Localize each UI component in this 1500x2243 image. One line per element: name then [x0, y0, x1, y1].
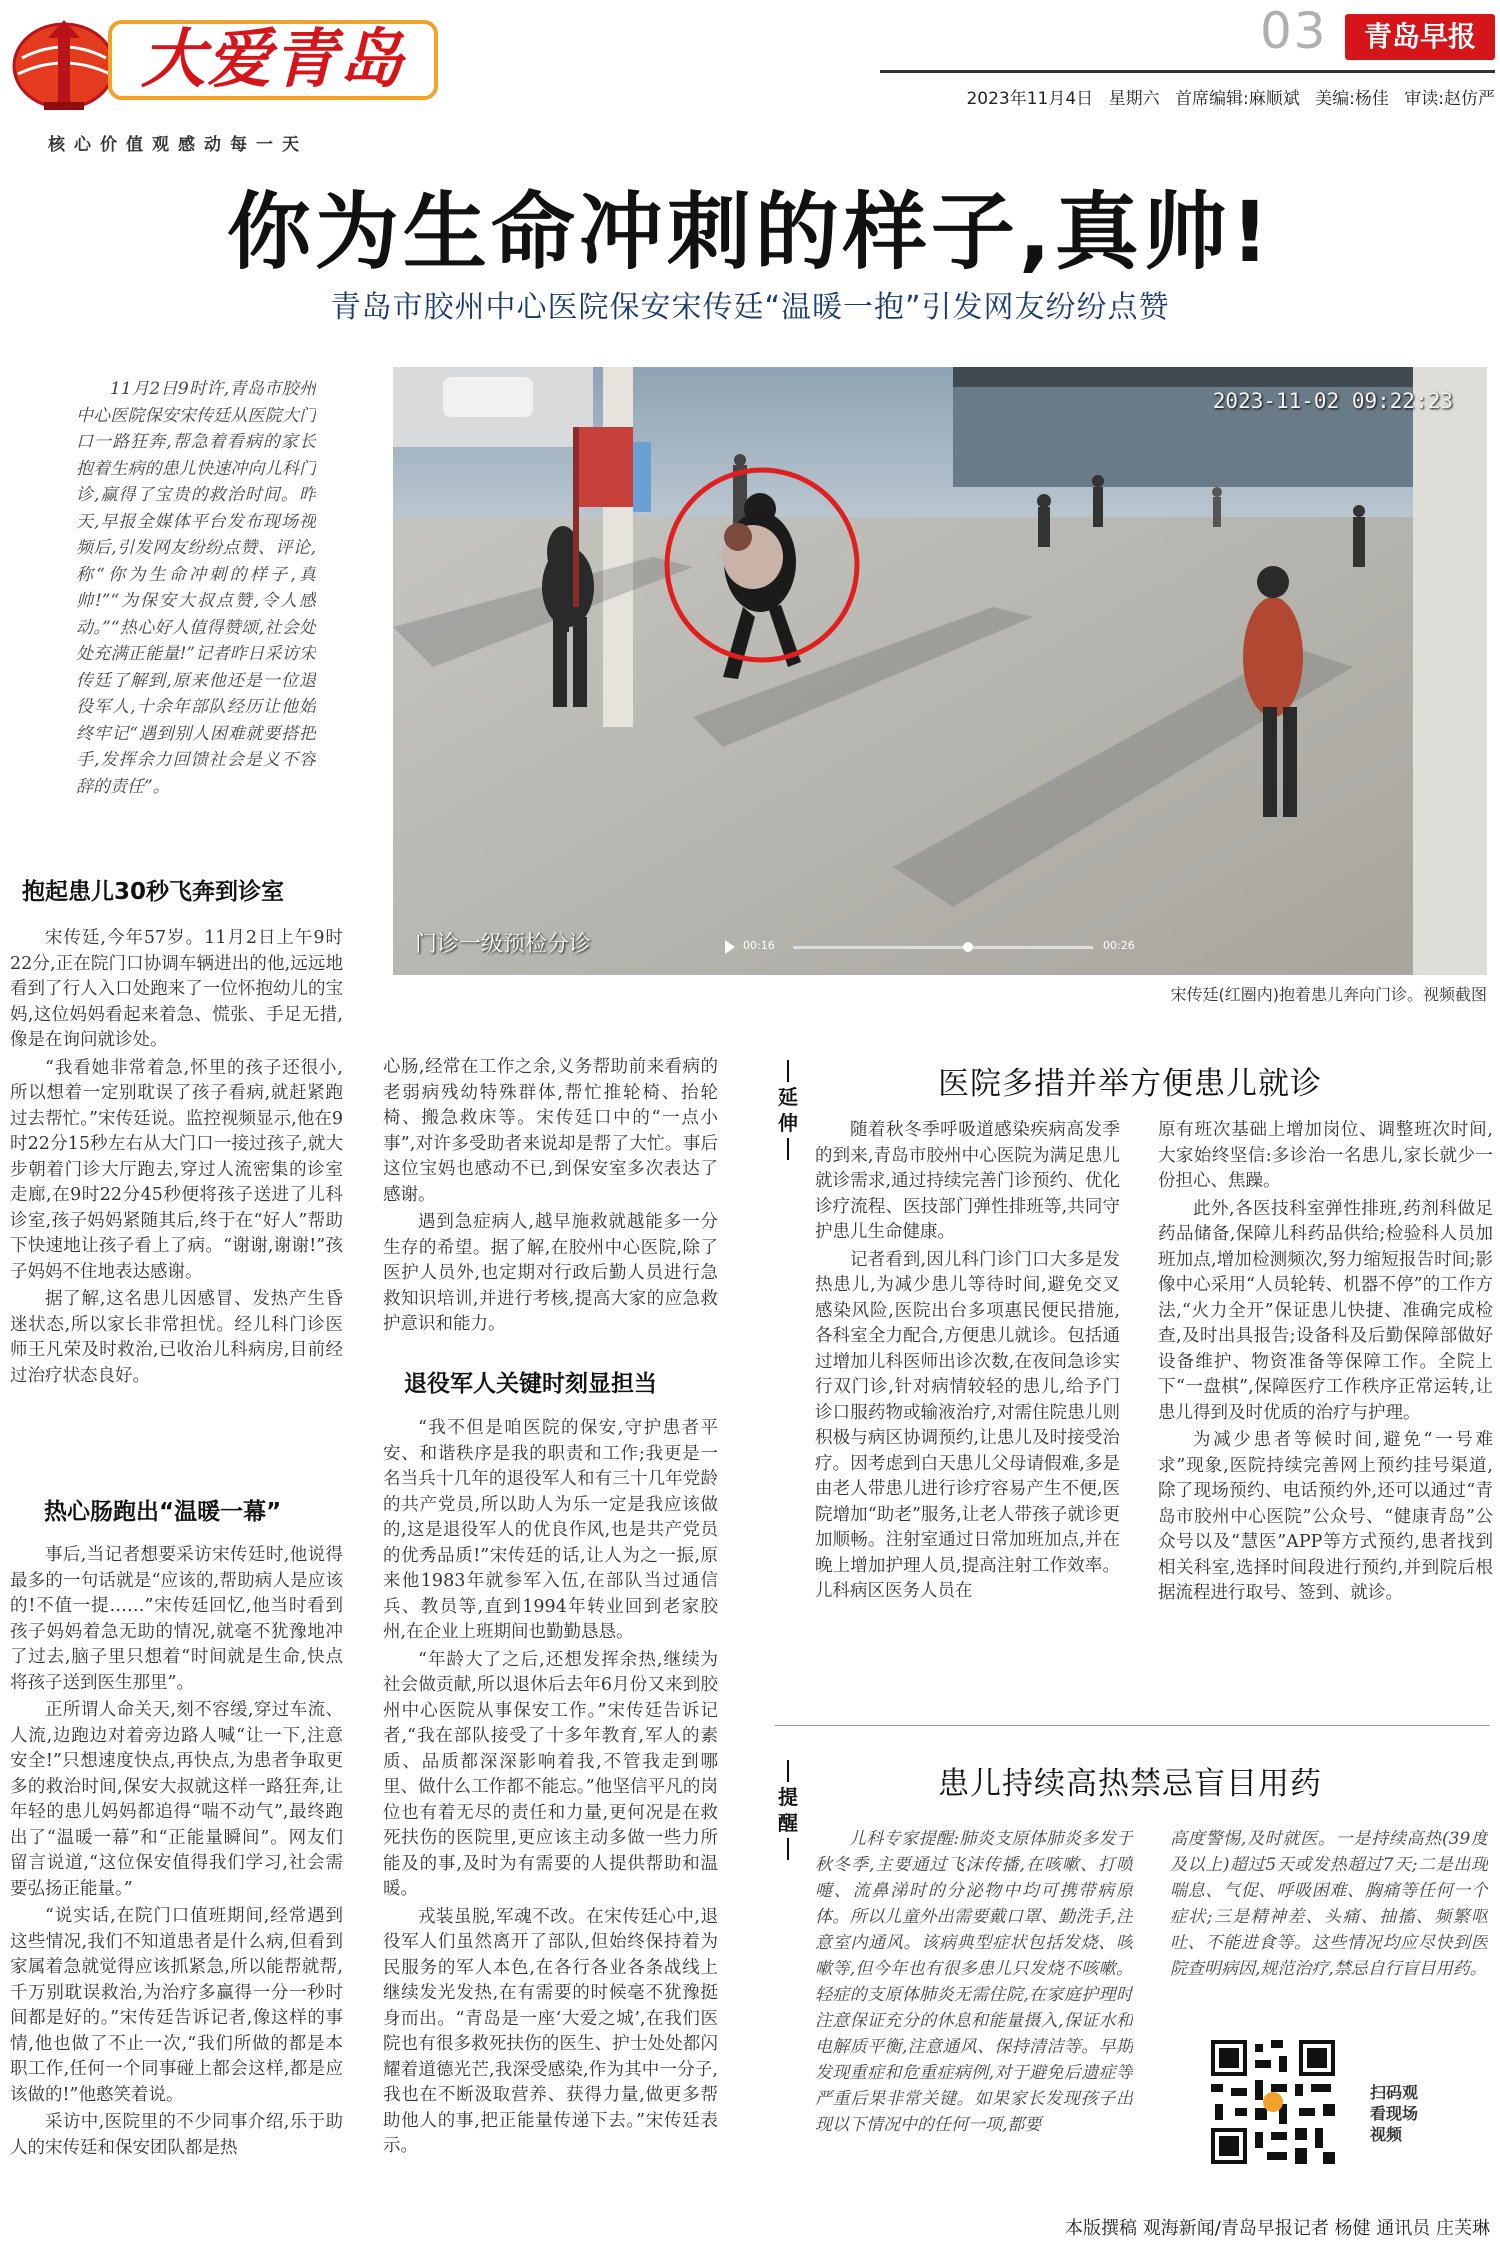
qr-code-label: 扫码观看现场视频	[1370, 2083, 1419, 2144]
section1-paragraph: “我看她非常着急,怀里的孩子还很小,所以想着一定别耽误了孩子看病,就赶紧跑过去帮忙。”宋传廷说。监控视频显示,他在9时22分15秒左右从大门口一接过孩子,就大步朝着门诊大厅跑去,穿过人流密集的诊室走廊,在9时22分45秒便将孩子送进了儿科诊室,孩子妈妈紧随其后,终于在“好人”帮助下快速地让孩子看上了病。“谢谢,谢谢!”孩子妈妈不住地表达感谢。	[10, 1057, 343, 1282]
extension-paragraph: 此外,各医技科室弹性排班,药剂科做足药品储备,保障儿科药品供给;检验科人员加班加点,增加检测频次,努力缩短报告时间;影像中心采用“人员轮转、机器不停”的工作方法,“火力全开”保证患儿快捷、准确完成检查,及时出具报告;设备科及后勤保障部做好设备维护、物资准备等保障工作。全院上下“一盘棋”,保障医疗工作秩序正常运转,让患儿得到及时优质的治疗与护理。	[1158, 1198, 1493, 1423]
masthead-rule	[880, 70, 1495, 73]
cctv-photo	[393, 367, 1487, 975]
lead-text: 11月2日9时许,青岛市胶州中心医院保安宋传廷从医院大门口一路狂奔,帮急着看病的家长抱着生病的患儿快速冲向儿科门诊,赢得了宝贵的救治时间。昨天,早报全媒体平台发布现场视频后,引发网友纷纷点赞、评论,称“你为生命冲刺的样子,真帅!”“为保安大叔点赞,令人感动。”“热心好人值得赞颂,社会处处充满正能量!”记者昨日采访宋传廷了解到,原来他还是一位退役军人,十余年部队经历让他始终牢记“遇到别人困难就要搭把手,发挥余力回馈社会是义不容辞的责任”。	[76, 379, 316, 796]
hospital-courtyard-image	[393, 367, 1487, 975]
extension-paragraph: 随着秋冬季呼吸道感染疾病高发季的到来,青岛市胶州中心医院为满足患儿就诊需求,通过持续完善门诊预约、优化诊疗流程、医技部门弹性排班等,共同守护患儿生命健康。	[815, 1120, 1120, 1242]
player-progress-track	[793, 946, 1093, 949]
player-total-time: 00:26	[1103, 939, 1135, 952]
extension-paragraph: 记者看到,因儿科门诊门口大多是发热患儿,为减少患儿等待时间,避免交叉感染风险,医院出台多项惠民便民措施,各科室全力配合,方便患儿就诊。包括通过增加儿科医师出诊次数,在夜间急诊实行双门诊,针对病情较轻的患儿,给予门诊口服药物或输液治疗,对需住院患儿则积极与病区协调预约,让患儿及时接受治疗。因考虑到白天患儿父母请假难,多是由老人带患儿进行诊疗容易产生不便,医院增加“助老”服务,让老人带孩子就诊更加顺畅。注射室通过日常加班加点,并在晚上增加护理人员,提高注射工作效率。儿科病区医务人员在	[815, 1249, 1120, 1601]
player-current-time: 00:16	[743, 939, 775, 952]
tag-bar	[787, 1838, 789, 1860]
video-player-bar	[723, 937, 1153, 957]
section-logo	[8, 8, 438, 155]
col3-paragraph: 遇到急症病人,越早施救就越能多一分生存的希望。据了解,在胶州中心医院,除了医护人员外,也定期对行政后勤人员进行急救知识培训,并进行考核,提高大家的应急救护意识和能力。	[383, 1212, 718, 1334]
col3-paragraph: 心肠,经常在工作之余,义务帮助前来看病的老弱病残幼特殊群体,帮忙推轮椅、抬轮椅、搬急救床等。宋传廷口中的“一点小事”,对许多受助者来说却是帮了大忙。事后这位宝妈也感动不已,到保安室多次表达了感谢。	[383, 1057, 718, 1205]
subheadline: 青岛市胶州中心医院保安宋传廷“温暖一抱”引发网友纷纷点赞	[330, 290, 1170, 325]
chief-editor: 首席编辑:麻顺斌	[1174, 89, 1300, 109]
reminder-tag-text: 提醒	[778, 1785, 798, 1835]
extension-paragraph: 为减少患者等候时间,避免“一号难求”现象,医院持续完善网上预约挂号渠道,除了现场预约、电话预约外,还可以通过“青岛市胶州中心医院”公众号、“健康青岛”公众号以及“慧医”APP等方式预约,患者找到相关科室,选择时间段进行预约,并到院后根据流程进行取号、签到、就诊。	[1158, 1430, 1493, 1603]
col3-section-title: 退役军人关键时刻显担当	[404, 1371, 657, 1397]
section2-paragraph: 事后,当记者想要采访宋传廷时,他说得最多的一句话就是“应该的,帮助病人是应该的!不值一提……”宋传廷回忆,他当时看到孩子妈妈着急无助的情况,就毫不犹豫地冲了过去,脑子里只想着“时间就是生命,快点将孩子送到医生那里”。	[10, 1545, 343, 1693]
extension-tag-text: 延伸	[778, 1085, 798, 1135]
col3-paragraph: “年龄大了之后,还想发挥余热,继续为社会做贡献,所以退休后去年6月份又来到胶州中心医院从事保安工作。”宋传廷告诉记者,“我在部队接受了十多年教育,军人的素质、品质都深深影响着我,不管我走到哪里、做什么工作都不能忘。”他坚信平凡的岗位也有着无尽的责任和力量,更何况是在救死扶伤的医院里,更应该主动多做一些力所能及的事,及时为有需要的人提供帮助和温暖。	[383, 1649, 718, 1899]
extension-paragraph: 原有班次基础上增加岗位、调整班次时间,大家始终坚信:多诊治一名患儿,家长就少一份担心、焦躁。	[1158, 1120, 1493, 1191]
section2-body	[10, 1543, 343, 2233]
main-headline: 你为生命冲刺的样子,真帅!	[226, 183, 1274, 281]
section2-paragraph: 采访中,医院里的不少同事介绍,乐于助人的宋传廷和保安团队都是热	[10, 2112, 343, 2158]
photo-caption: 宋传廷(红圈内)抱着患儿奔向门诊。视频截图	[1170, 985, 1487, 1004]
section2-paragraph: “说实话,在院门口值班期间,经常遇到这些情况,我们不知道患者是什么病,但看到家属着急就觉得应该抓紧急,所以能帮就帮,千万别耽误救治,为治疗多赢得一分一秒时间都是好的。”宋传廷告诉记者,像这样的事情,他也做了不止一次,“我们所做的都是本职工作,任何一个同事碰上都会这样,都是应该做的!”他憨笑着说。	[10, 1906, 343, 2105]
tag-bar	[787, 1138, 789, 1160]
extension-col-b	[1158, 1118, 1493, 1698]
newspaper-name: 青岛早报	[1345, 14, 1495, 60]
lead-paragraph	[76, 376, 316, 796]
byline: 本版撰稿 观海新闻/青岛早报记者 杨健 通讯员 庄芙琳	[1065, 2218, 1490, 2239]
extension-tag	[775, 1058, 801, 1162]
section2-paragraph: 正所谓人命关天,刻不容缓,穿过车流、人流,边跑边对着旁边路人喊“让一下,注意安全!”只想速度快点,再快点,为患者争取更多的救治时间,保安大叔就这样一路狂奔,让年轻的患儿妈妈都追得“喘不动气”,最终跑出了“温暖一幕”和“正能量瞬间”。网友们留言说道,“这位保安值得我们学习,社会需要弘扬正能量。”	[10, 1700, 343, 1899]
qr-code-icon[interactable]	[1207, 2036, 1339, 2168]
reminder-paragraph: 高度警惕,及时就医。一是持续高热(39度及以上)超过5天或发热超过7天;二是出现喘息、气促、呼吸困难、胸痛等任何一个症状;三是精神差、头痛、抽搐、频繁呕吐、不能进食等。这些情况均应尽快到医院查明病因,规范治疗,禁忌自行盲目用药。	[1170, 1829, 1488, 1979]
col3-body	[383, 1055, 718, 1355]
reminder-tag	[775, 1758, 801, 1862]
section1-title: 抱起患儿30秒飞奔到诊室	[22, 879, 285, 905]
issue-date: 2023年11月4日	[966, 89, 1094, 109]
section-title: 大爱青岛	[108, 20, 438, 100]
qingdao-landmark-icon	[8, 16, 120, 116]
section-motto: 核心价值观感动每一天	[48, 135, 308, 155]
reminder-paragraph: 儿科专家提醒:肺炎支原体肺炎多发于秋冬季,主要通过飞沫传播,在咳嗽、打喷嚏、流鼻涕时的分泌物中均可携带病原体。所以儿童外出需要戴口罩、勤洗手,注意室内通风。该病典型症状包括发烧、咳嗽等,但今年也有很多患儿只发烧不咳嗽。轻症的支原体肺炎无需住院,在家庭护理时注意保证充分的休息和能量摄入,保证水和电解质平衡,注意通风、保持清洁等。早期发现重症和危重症病例,对于避免后遗症等严重后果非常关键。如果家长发现孩子出现以下情况中的任何一项,都要	[815, 1829, 1133, 2135]
extension-title: 医院多措并举方便患儿就诊	[938, 1066, 1322, 1102]
page-number: 03	[1260, 2, 1328, 60]
tag-bar	[787, 1760, 789, 1782]
section1-body	[10, 926, 343, 1511]
section1-paragraph: 据了解,这名患儿因感冒、发热产生昏迷状态,所以家长非常担忧。经儿科门诊医师王凡荣及时救治,已收治儿科病房,目前经过治疗状态良好。	[10, 1289, 343, 1386]
section1-paragraph: 宋传廷,今年57岁。11月2日上午9时22分,正在院门口协调车辆进出的他,远远地看到了行人入口处跑来了一位怀抱幼儿的宝妈,这位妈妈看起来着急、慌张、手足无措,像是在询问就诊处。	[10, 928, 343, 1050]
reminder-title: 患儿持续高热禁忌盲目用药	[938, 1766, 1322, 1802]
reminder-col-a	[815, 1826, 1133, 2206]
cctv-timestamp: 2023-11-02 09:22:23	[1212, 389, 1453, 413]
tag-bar	[787, 1060, 789, 1082]
player-progress-handle	[963, 942, 973, 952]
extension-col-a	[815, 1118, 1120, 1698]
col3-paragraph: “我不但是咱医院的保安,守护患者平安、和谐秩序是我的职责和工作;我更是一名当兵十几年的退役军人和有三十几年党龄的共产党员,所以助人为乐一定是我应该做的,这是退役军人的优良作风,也是共产党员的优秀品质!”宋传廷的话,让人为之一振,原来他1983年就参军入伍,在部队当过通信兵、教员等,直到1994年转业回到老家胶州,在企业上班期间也勤勤恳恳。	[383, 1418, 718, 1642]
designer: 美编:杨佳	[1315, 89, 1389, 109]
col3-paragraph: 戎装虽脱,军魂不改。在宋传廷心中,退役军人们虽然离开了部队,但始终保持着为民服务的军人本色,在各行各业各条战线上继续发光发热,在有需要的时候毫不犹豫挺身而出。“青岛是一座‘大爱之城’,在我们医院也有很多救死扶伤的医生、护士处处都闪耀着道德光芒,我深受感染,作为其中一分子,我也在不断汲取营养、获得力量,做更多帮助他人的事,把正能量传递下去。”宋传廷表示。	[383, 1906, 718, 2156]
section2-title: 热心肠跑出“温暖一幕”	[44, 1499, 282, 1525]
col3-body2	[383, 1416, 718, 2236]
issue-weekday: 星期六	[1108, 89, 1160, 109]
reminder-col-b	[1170, 1826, 1488, 2026]
cctv-location-label: 门诊一级预检分诊	[415, 932, 592, 957]
section-divider	[775, 1725, 1490, 1726]
play-icon	[725, 940, 735, 954]
dateline	[880, 84, 1495, 109]
masthead	[0, 0, 1500, 155]
proofreader: 审读:赵仿严	[1404, 89, 1495, 109]
